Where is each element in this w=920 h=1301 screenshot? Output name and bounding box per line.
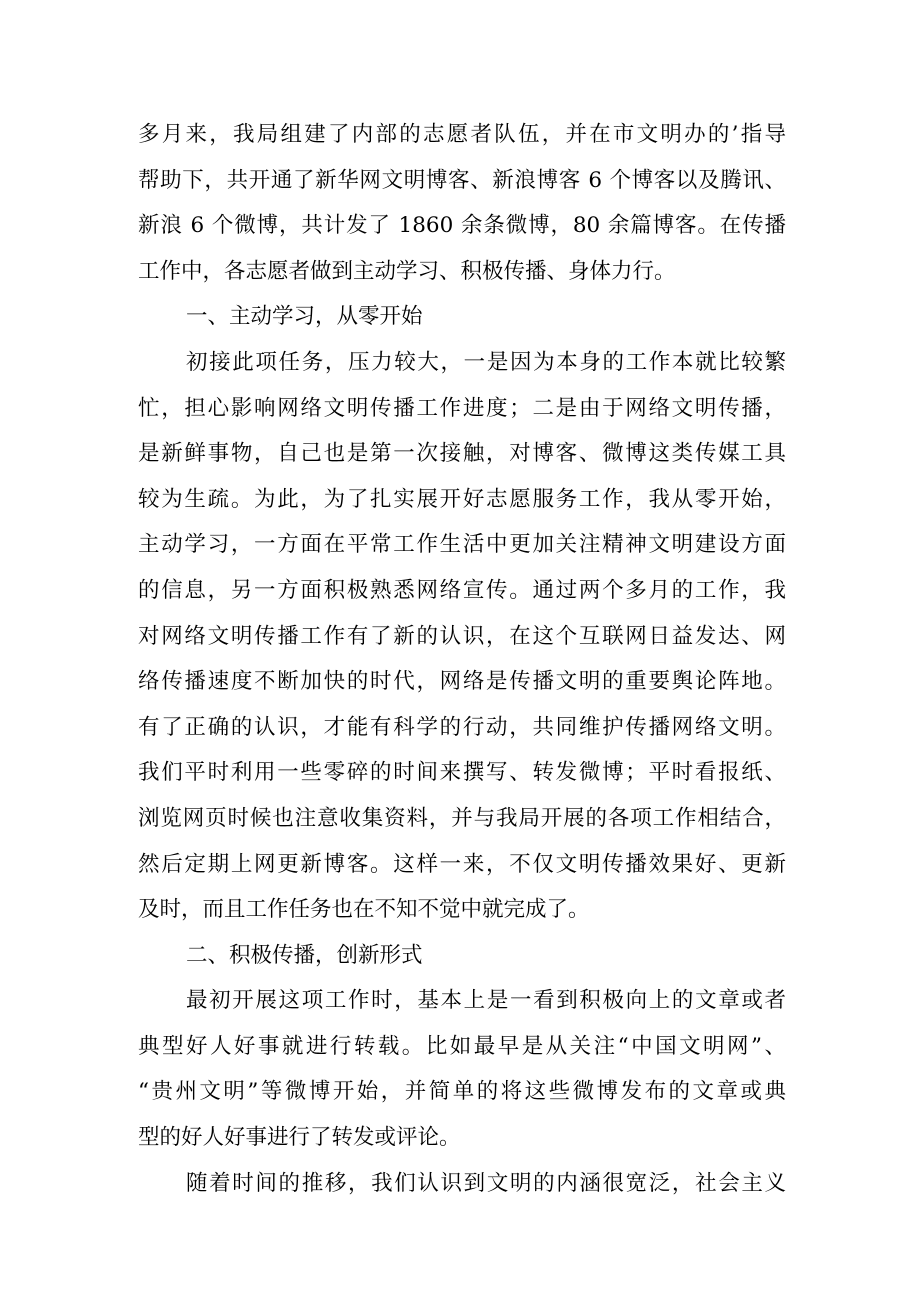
text-line: 帮助下，共开通了新华网文明博客、新浪博客 6 个博客以及腾讯、 <box>138 167 786 193</box>
text-line: 工作中，各志愿者做到主动学习、积极传播、身体力行。 <box>138 258 676 284</box>
text-line: 有了正确的认识，才能有科学的行动，共同维护传播网络文明。 <box>138 714 786 740</box>
text-line: 型的好人好事进行了转发或评论。 <box>138 1125 461 1151</box>
text-line: 最初开展这项工作时，基本上是一看到积极向上的文章或者 <box>186 988 786 1014</box>
text-line: 初接此项任务，压力较大，一是因为本身的工作本就比较繁 <box>186 349 786 375</box>
heading-text: 二、积极传播，创新形式 <box>186 942 423 968</box>
text-line: 我们平时利用一些零碎的时间来撰写、转发微博；平时看报纸、 <box>138 760 786 786</box>
text-line: 浏览网页时候也注意收集资料，并与我局开展的各项工作相结合， <box>138 805 786 831</box>
text-line: 多月来，我局组建了内部的志愿者队伍，并在市文明办的’指导 <box>138 122 786 147</box>
text-line: 的信息，另一方面积极熟悉网络宣传。通过两个多月的工作，我 <box>138 577 786 603</box>
paragraph <box>138 340 786 933</box>
text-line: 对网络文明传播工作有了新的认识，在这个互联网日益发达、网 <box>138 623 786 649</box>
paragraph <box>138 1161 786 1207</box>
text-line: “贵州文明”等微博开始，并简单的将这些微博发布的文章或典 <box>138 1079 786 1105</box>
section-heading <box>138 294 786 340</box>
paragraph <box>138 112 786 294</box>
text-line: 主动学习，一方面在平常工作生活中更加关注精神文明建设方面 <box>138 532 786 558</box>
heading-text: 一、主动学习，从零开始 <box>186 304 423 330</box>
text-line: 及时，而且工作任务也在不知不觉中就完成了。 <box>138 897 590 923</box>
text-line: 忙，担心影响网络文明传播工作进度；二是由于网络文明传播， <box>138 395 786 421</box>
document-page <box>138 112 786 1206</box>
text-line: 然后定期上网更新博客。这样一来，不仅文明传播效果好、更新 <box>138 851 786 877</box>
text-line: 络传播速度不断加快的时代，网络是传播文明的重要舆论阵地。 <box>138 669 786 695</box>
section-heading <box>138 933 786 979</box>
text-line: 是新鲜事物，自己也是第一次接触，对博客、微博这类传媒工具 <box>138 441 786 467</box>
paragraph <box>138 978 786 1160</box>
text-line: 典型好人好事就进行转载。比如最早是从关注“中国文明网”、 <box>138 1033 786 1059</box>
text-line: 较为生疏。为此，为了扎实展开好志愿服务工作，我从零开始， <box>138 486 786 512</box>
text-line: 随着时间的推移，我们认识到文明的内涵很宽泛，社会主义 <box>186 1170 786 1196</box>
text-line: 新浪 6 个微博，共计发了 1860 余条微博，80 余篇博客。在传播 <box>138 213 786 239</box>
